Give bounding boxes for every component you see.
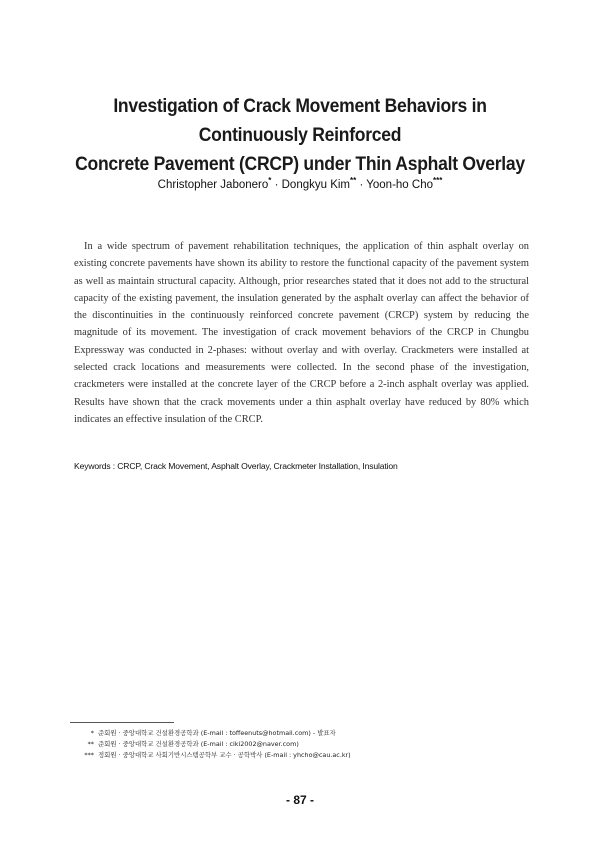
author-name: Dongkyu Kim (281, 179, 351, 191)
footnote (72, 739, 542, 750)
footnote (72, 750, 542, 761)
footnote-mark: ** (87, 740, 94, 749)
keywords-line (74, 461, 534, 471)
page-number: - 87 - (285, 793, 314, 807)
footnote-mark: *** (84, 751, 94, 760)
footnote-mark: * (90, 729, 94, 737)
author-separator: · (356, 179, 367, 191)
author-name: Christopher Jabonero (157, 179, 269, 191)
footnote-divider (70, 722, 174, 723)
title-line-1: Investigation of Crack Movement Behaviors in Continuously Reinforced (113, 95, 487, 146)
author-mark: *** (432, 176, 443, 185)
author-list (60, 176, 540, 191)
keywords-text: CRCP, Crack Movement, Asphalt Overlay, Crackmeter Installation, Insulation (117, 461, 398, 471)
paper-title (66, 92, 534, 179)
keywords-label: Keywords : (74, 461, 118, 471)
abstract-text: In a wide spectrum of pavement rehabilitation techniques, the application of thin asphalt overlay on existing concrete pavements have shown its ability to restore the functional capacity of the pavement system as well as maintain structural capacity. Although, prior researches stated that it does not add to the structural capacity of the existing pavement, the insulation generated by the asphalt overlay can affect the behavior of the discontinuities in the continuously reinforced concrete pavement (CRCP) system by reducing the magnitude of its movement. The investigation of crack movement behaviors of the CRCP in Chungbu Expressway was conducted in 2-phases: without overlay and with overlay. Crackmeters were installed at selected crack locations and measurements were collected. In the second phase of the investigation, crackmeters were installed at the concrete layer of the CRCP before a 2-inch asphalt overlay was applied. Results have shown that the crack movements under a thin asphalt overlay have reduced by 80% which indicates an effective insulation of the CRCP. (74, 241, 529, 425)
author-mark: ** (350, 176, 357, 185)
footnote-text: 준회원 · 중앙대학교 건설환경공학과 (E-mail : ciki2002@naver.com) (98, 740, 299, 749)
footnotes (72, 728, 542, 762)
author-separator: · (271, 179, 282, 191)
author-mark: * (268, 176, 272, 185)
footnote-text: 정회원 · 중앙대학교 사회기반시스템공학부 교수 · 공학박사 (E-mail : yhcho@cau.ac.kr) (98, 751, 351, 760)
footnote-text: 준회원 · 중앙대학교 건설환경공학과 (E-mail : toffeenuts@hotmail.com) - 발표자 (98, 729, 336, 737)
footnote (72, 728, 542, 739)
author-name: Yoon-ho Cho (366, 179, 433, 191)
title-line-2: Concrete Pavement (CRCP) under Thin Asphalt Overlay (75, 153, 525, 175)
